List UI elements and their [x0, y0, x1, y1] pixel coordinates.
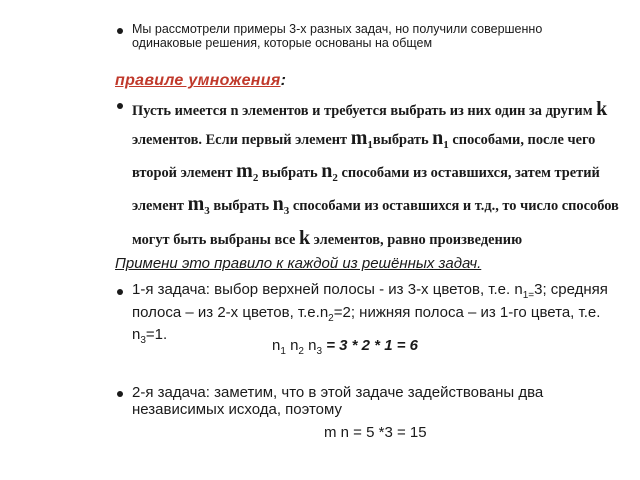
task-2-text: 2-я задача: заметим, что в этой задаче задействованы два независимых исхода, поэтому	[132, 384, 544, 418]
formula-product	[272, 337, 418, 357]
bullet-icon	[117, 28, 123, 34]
rule-sub: 2	[252, 171, 259, 184]
rule-var-n: n	[321, 159, 333, 182]
formula-var: n	[308, 337, 317, 354]
task-1-sub: 3	[140, 335, 146, 346]
rule-var-n: n	[432, 126, 444, 149]
formula-var: n	[272, 337, 281, 354]
rule-text-part: выбрать	[258, 164, 322, 181]
formula-sub: 3	[316, 346, 323, 357]
rule-sub: 3	[204, 205, 210, 218]
rule-sub: 1	[367, 138, 373, 151]
bullet-icon	[117, 289, 123, 295]
task-1-part: 1-я задача: выбор верхней полосы - из 3-х цветов, т.е. n	[132, 281, 523, 298]
rule-text-part: Пусть имеется n элементов и требуется выбрать из них один за другим	[132, 103, 597, 119]
rule-text-part: выбрать	[209, 198, 273, 215]
formula-result: = 3 * 2 * 1 = 6	[326, 337, 418, 354]
rule-text-part: способами из оставшихся и т.д., то число способов могут быть выбраны все	[132, 198, 619, 248]
task-1-sub: 2	[328, 312, 334, 324]
rule-title-text: правиле умножения	[115, 72, 281, 89]
formula-sub: 2	[298, 346, 304, 357]
rule-var-n: n	[272, 193, 284, 216]
rule-var-k: k	[596, 98, 608, 120]
rule-statement	[132, 96, 622, 253]
rule-sub: 2	[332, 171, 338, 184]
rule-text-part: способами из оставшихся, затем третий элемент	[132, 164, 600, 215]
rule-text-part: выбрать	[372, 131, 433, 148]
rule-sub: 1	[443, 138, 449, 151]
formula-sub: 1	[280, 346, 286, 357]
formula-var: n	[290, 337, 299, 354]
intro-text: Мы рассмотрели примеры 3-х разных задач, но получили совершенно одинаковые решения, которые основаны на общем	[132, 22, 543, 50]
formula-task-2: m n = 5 *3 = 15	[324, 424, 427, 441]
task-1-part: 3; средняя полоса – из 2-х цветов, т.е.n	[132, 281, 608, 321]
rule-var-m: m	[187, 193, 205, 216]
task-1-part: =1.	[145, 326, 168, 343]
rule-title-colon: :	[280, 72, 287, 89]
rule-text-part: элементов, равно произведению	[310, 231, 523, 248]
rule-var-m: m	[236, 159, 253, 182]
rule-sub: 3	[283, 205, 290, 218]
apply-instruction: Примени это правило к каждой из решённых задач.	[115, 255, 482, 272]
task-1-sub: 1=	[522, 290, 535, 301]
bullet-icon	[117, 103, 123, 109]
rule-title	[115, 72, 286, 90]
rule-var-k: k	[298, 226, 311, 249]
task-1-part: =2; нижняя полоса – из 1-го цвета, т.е. n	[132, 303, 601, 343]
rule-text-part: способами, после чего второй элемент	[132, 131, 596, 181]
bullet-icon	[117, 391, 123, 397]
rule-var-m: m	[350, 126, 368, 149]
rule-text-part: элементов. Если первый элемент	[132, 131, 351, 148]
